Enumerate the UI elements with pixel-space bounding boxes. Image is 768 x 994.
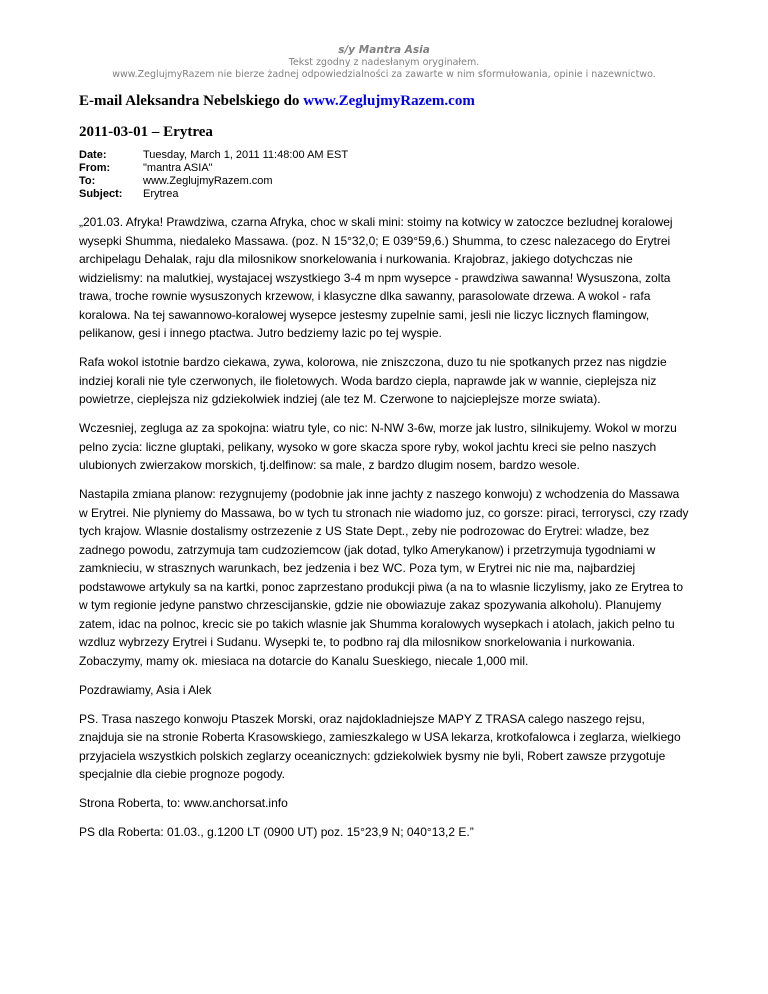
site-link[interactable]: www.ZeglujmyRazem.com xyxy=(303,93,475,109)
meta-row-date xyxy=(79,149,348,162)
disclaimer-line-1: Tekst zgodny z nadesłanym oryginałem. xyxy=(288,57,480,68)
title-text: E-mail Aleksandra Nebelskiego do xyxy=(79,93,304,109)
meta-value: "mantra ASIA" xyxy=(143,162,213,174)
meta-row-subject xyxy=(79,188,348,201)
date-heading: 2011-03-01 – Erytrea xyxy=(79,124,213,140)
body-paragraph: Rafa wokol istotnie bardzo ciekawa, zywa, kolorowa, nie zniszczona, duzo tu nie spotkanych przez nas nigdzie indziej korali nie tyle czerwonych, ile fioletowych. Woda bardzo ciepla, naprawde jak w wannie, cieplejsza niz powietrze, cieplejsza niz gdziekolwiek indziej (ale tez M. Czerwone to najcieplejsze morze swiata). xyxy=(79,355,667,406)
meta-label: To: xyxy=(79,175,96,187)
meta-value: Tuesday, March 1, 2011 11:48:00 AM EST xyxy=(143,149,349,161)
meta-value: Erytrea xyxy=(143,188,179,200)
body-paragraph: „201.03. Afryka! Prawdziwa, czarna Afryka, choc w skali mini: stoimy na kotwicy w zatoczce bezludnej koralowej wysepki Shumma, niedaleko Massawa. (poz. N 15°32,0; E 039°59,6.) Shumma, to czesc nalezacego do Erytrei archipelagu Dehalak, raju dla milosnikow snorkelowania i nurkowania. Krajobraz, jakiego dotychczas nie widzielismy: na malutkiej, wystajacej wszystkiego 3-4 m npm wysepce - prawdziwa sawanna! Wysuszona, zolta trawa, troche rownie wysuszonych krzewow, i klasyczne dlka sawanny, parasolowate drzewa. A wokol - rafa koralowa. Na tej sawannowo-koralowej wysepce jestesmy zupelnie sami, jesli nie liczyc licznych flamingow, pelikanow, gesi i innego ptactwa. Jutro bedziemy lazic po tej wyspie. xyxy=(79,215,673,340)
yacht-name: s/y Mantra Asia xyxy=(338,44,430,56)
meta-label: Date: xyxy=(79,149,107,161)
meta-row-from xyxy=(79,162,348,175)
meta-row-to xyxy=(79,175,348,188)
body-paragraph: Nastapila zmiana planow: rezygnujemy (podobnie jak inne jachty z naszego konwoju) z wchodzenia do Massawa w Erytrei. Nie plyniemy do Massawa, bo w tych tu stronach nie wiadomo juz, co gorsze: piraci, terrorysci, czy rzady tych krajow. Wlasnie dostalismy ostrzezenie z US State Dept., zeby nie podrozowac do Erytrei: wladze, bez zadnego powodu, zatrzymuja tam cudzoziemcow (jak dotad, tylko Amerykanow) i przetrzymuja tygodniami w zamknieciu, w strasznych warunkach, bez jedzenia i bez WC. Poza tym, w Erytrei nic nie ma, najbardziej podstawowe artykuly sa na kartki, ponoc zaprzestano produkcji piwa (a na to wlasnie liczylismy, jako ze Erytrea to w tym regionie jedyne panstwo chrzescijanskie, gdzie nie obowiazuje zakaz spozywania alkoholu). Planujemy zatem, idac na polnoc, krecic sie po takich wlasnie jak Shumma koralowych wysepkach i atolach, jakich pelno tu wzdluz wybrzezy Erytrei i Sudanu. Wysepki te, to podbno raj dla milosnikow snorkelowania i nurkowania. Zobaczymy, mamy ok. miesiaca na dotarcie do Kanalu Sueskiego, niecale 1,000 mil. xyxy=(79,487,689,668)
greeting: Pozdrawiamy, Asia i Alek xyxy=(79,682,212,697)
document-content xyxy=(79,92,691,852)
meta-label: From: xyxy=(79,162,111,174)
meta-label: Subject: xyxy=(79,188,123,200)
disclaimer-line-2: www.ZeglujmyRazem nie bierze żadnej odpowiedzialności za zawarte w nim sformułowania, opinie i nazewnictwo. xyxy=(112,69,656,80)
disclaimer-header xyxy=(0,0,768,81)
email-headers xyxy=(79,149,348,201)
postscript: PS. Trasa naszego konwoju Ptaszek Morski, oraz najdokladniejsze MAPY Z TRASA calego naszego rejsu, znajduja sie na stronie Roberta Krasowskiego, zamieszkalego w USA lekarza, krotkofalowca i zeglarza, wielkiego przyjaciela wszystkich polskich zeglarzy oceanicznych: gdziekolwiek bysmy nie byli, Robert zawsze przygotuje specjalnie dla ciebie prognoze pogody. xyxy=(79,711,681,781)
roberts-page: Strona Roberta, to: www.anchorsat.info xyxy=(79,796,288,810)
email-body xyxy=(79,213,691,842)
document-title xyxy=(79,92,691,110)
meta-value: www.ZeglujmyRazem.com xyxy=(143,175,273,187)
position-report: PS dla Roberta: 01.03., g.1200 LT (0900 UT) poz. 15°23,9 N; 040°13,2 E.” xyxy=(79,825,474,839)
body-paragraph: Wczesniej, zegluga az za spokojna: wiatru tyle, co nic: N-NW 3-6w, morze jak lustro, silnikujemy. Wokol w morzu pelno zycia: liczne gluptaki, pelikany, wysoko w gore skacza spore ryby, wokol jachtu kreci sie pelno naszych ulubionych zwierzakow morskich, tj.delfinow: sa male, z bardzo dlugim nosem, bardzo wesole. xyxy=(79,421,677,472)
